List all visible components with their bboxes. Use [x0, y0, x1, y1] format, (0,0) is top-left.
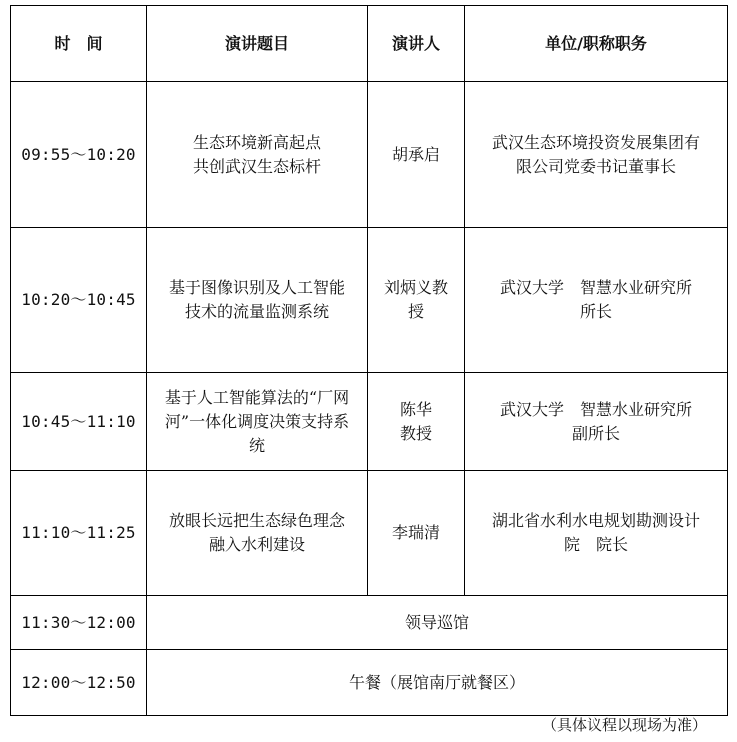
table-row: [11, 228, 728, 373]
event-cell: 午餐（展馆南厅就餐区）: [147, 650, 728, 716]
topic-line: 共创武汉生态标杆: [192, 156, 321, 176]
title-line: 武汉大学 智慧水业研究所: [499, 278, 692, 297]
topic-line: 技术的流量监测系统: [184, 302, 329, 321]
topic-line: 融入水利建设: [208, 535, 305, 554]
title-line: 武汉大学 智慧水业研究所: [499, 399, 692, 419]
table-row: [11, 596, 728, 650]
topic-line: 基于人工智能算法的“厂网: [164, 387, 350, 407]
speaker-line: 教授: [399, 423, 432, 443]
title-line: 湖北省水利水电规划勘测设计: [491, 511, 700, 530]
title-cell: [465, 82, 728, 228]
time-cell: 10:45～11:10: [11, 373, 147, 471]
topic-cell: [147, 373, 368, 471]
title-line: 院 院长: [563, 535, 628, 554]
topic-line: 统: [248, 435, 265, 455]
time-cell: 11:30～12:00: [11, 596, 147, 650]
topic-line: 生态环境新高起点: [192, 132, 321, 152]
table-row: [11, 650, 728, 716]
table-row: [11, 82, 728, 228]
topic-line: 河”一体化调度决策支持系: [164, 411, 350, 431]
topic-cell: [147, 228, 368, 373]
topic-cell: [147, 82, 368, 228]
event-cell: 领导巡馆: [147, 596, 728, 650]
title-line: 武汉生态环境投资发展集团有: [491, 132, 700, 152]
time-cell: 12:00～12:50: [11, 650, 147, 716]
speaker-line: 授: [407, 302, 424, 321]
agenda-table: [10, 5, 728, 716]
header-row: [11, 6, 728, 82]
speaker-cell: [368, 373, 465, 471]
time-cell: 11:10～11:25: [11, 471, 147, 596]
speaker-cell: [368, 228, 465, 373]
header-speaker: 演讲人: [368, 6, 465, 82]
topic-line: 放眼长远把生态绿色理念: [168, 511, 345, 530]
time-cell: 10:20～10:45: [11, 228, 147, 373]
title-line: 副所长: [571, 423, 620, 443]
table-row: [11, 471, 728, 596]
title-cell: [465, 228, 728, 373]
speaker-line: 陈华: [399, 399, 432, 419]
speaker-line: 刘炳义教: [383, 278, 448, 297]
title-line: 限公司党委书记董事长: [515, 156, 676, 176]
title-cell: [465, 373, 728, 471]
time-cell: 09:55～10:20: [11, 82, 147, 228]
table-row: [11, 373, 728, 471]
speaker-line: 胡承启: [391, 144, 440, 164]
speaker-cell: [368, 82, 465, 228]
title-line: 所长: [579, 302, 612, 321]
title-cell: [465, 471, 728, 596]
header-topic: 演讲题目: [147, 6, 368, 82]
speaker-cell: [368, 471, 465, 596]
topic-cell: [147, 471, 368, 596]
header-time: 时 间: [11, 6, 147, 82]
footnote: （具体议程以现场为准）: [541, 716, 707, 734]
header-title: 单位/职称职务: [465, 6, 728, 82]
topic-line: 基于图像识别及人工智能: [168, 278, 345, 297]
speaker-line: 李瑞清: [391, 523, 440, 542]
